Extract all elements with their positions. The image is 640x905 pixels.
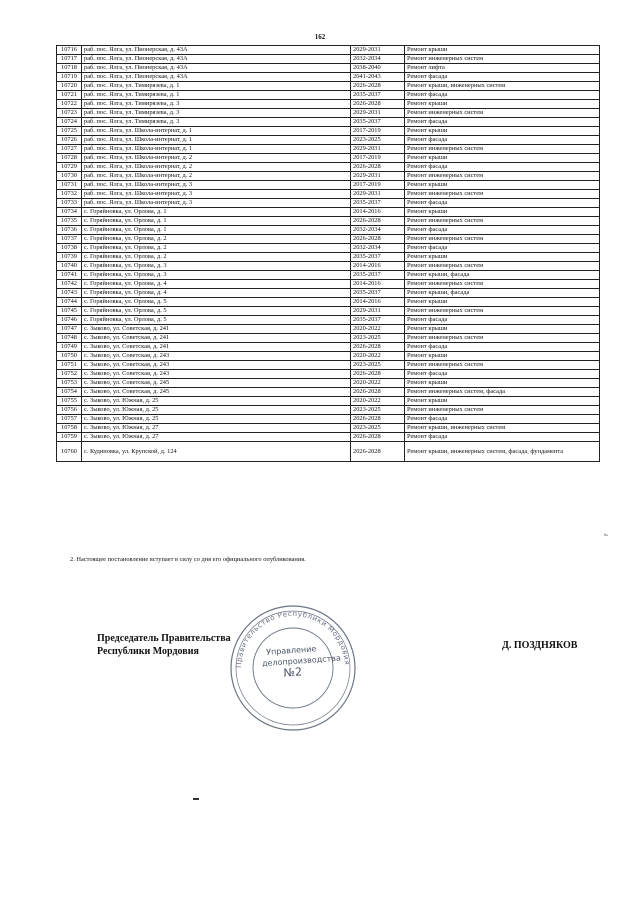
cell-work-type: Ремонт фасада bbox=[405, 316, 600, 325]
cell-period: 2032-2034 bbox=[351, 55, 405, 64]
cell-address: раб. пос. Ялга, ул. Тимирязева, д. 3 bbox=[82, 100, 351, 109]
cell-address: с. Горяйновка, ул. Орлова, д. 2 bbox=[82, 235, 351, 244]
cell-period: 2026-2028 bbox=[351, 163, 405, 172]
repair-schedule-table bbox=[56, 45, 600, 462]
table-row bbox=[57, 64, 600, 73]
cell-work-type: Ремонт крыши bbox=[405, 352, 600, 361]
cell-work-type: Ремонт фасада bbox=[405, 163, 600, 172]
cell-period: 2026-2028 bbox=[351, 433, 405, 442]
cell-period: 2029-2031 bbox=[351, 46, 405, 55]
table-row bbox=[57, 199, 600, 208]
cell-period: 2026-2028 bbox=[351, 388, 405, 397]
table-row bbox=[57, 46, 600, 55]
cell-period: 2014-2016 bbox=[351, 298, 405, 307]
cell-address: с. Горяйновка, ул. Орлова, д. 3 bbox=[82, 262, 351, 271]
cell-row-number: 10740 bbox=[57, 262, 82, 271]
cell-address: с. Зыково, ул. Южная, д. 27 bbox=[82, 424, 351, 433]
cell-row-number: 10735 bbox=[57, 217, 82, 226]
cell-period: 2032-2034 bbox=[351, 226, 405, 235]
cell-period: 2020-2022 bbox=[351, 397, 405, 406]
cell-work-type: Ремонт фасада bbox=[405, 226, 600, 235]
cell-work-type: Ремонт крыши bbox=[405, 397, 600, 406]
cell-period: 2029-2031 bbox=[351, 190, 405, 199]
table-row bbox=[57, 145, 600, 154]
cell-address: с. Зыково, ул. Советская, д. 243 bbox=[82, 361, 351, 370]
cell-work-type: Ремонт крыши bbox=[405, 325, 600, 334]
table-row bbox=[57, 154, 600, 163]
cell-row-number: 10721 bbox=[57, 91, 82, 100]
table-row bbox=[57, 388, 600, 397]
table-row bbox=[57, 271, 600, 280]
cell-row-number: 10728 bbox=[57, 154, 82, 163]
seal-outer-text: Правительство Республики Мордовия bbox=[234, 609, 351, 669]
cell-work-type: Ремонт фасада bbox=[405, 136, 600, 145]
table-row bbox=[57, 325, 600, 334]
cell-row-number: 10736 bbox=[57, 226, 82, 235]
cell-work-type: Ремонт фасада bbox=[405, 199, 600, 208]
cell-period: 2023-2025 bbox=[351, 136, 405, 145]
cell-work-type: Ремонт инженерных систем bbox=[405, 172, 600, 181]
table-row bbox=[57, 280, 600, 289]
cell-address: раб. пос. Ялга, ул. Тимирязева, д. 1 bbox=[82, 91, 351, 100]
cell-period: 2014-2016 bbox=[351, 280, 405, 289]
cell-row-number: 10733 bbox=[57, 199, 82, 208]
table-row bbox=[57, 361, 600, 370]
cell-address: раб. пос. Ялга, ул. Школа-интернат, д. 1 bbox=[82, 145, 351, 154]
cell-period: 2035-2037 bbox=[351, 289, 405, 298]
cell-period: 2026-2028 bbox=[351, 217, 405, 226]
cell-row-number: 10741 bbox=[57, 271, 82, 280]
signatory-name: Д. ПОЗДНЯКОВ bbox=[502, 640, 578, 651]
cell-address: с. Зыково, ул. Южная, д. 25 bbox=[82, 406, 351, 415]
cell-period: 2035-2037 bbox=[351, 199, 405, 208]
cell-work-type: Ремонт инженерных систем bbox=[405, 334, 600, 343]
cell-work-type: Ремонт фасада bbox=[405, 343, 600, 352]
stray-mark bbox=[193, 798, 199, 800]
cell-period: 2041-2043 bbox=[351, 73, 405, 82]
cell-work-type: Ремонт инженерных систем bbox=[405, 262, 600, 271]
cell-row-number: 10722 bbox=[57, 100, 82, 109]
cell-address: с. Зыково, ул. Южная, д. 27 bbox=[82, 433, 351, 442]
position-line-1: Председатель Правительства bbox=[97, 633, 231, 644]
table-row bbox=[57, 406, 600, 415]
cell-work-type: Ремонт инженерных систем, фасада bbox=[405, 388, 600, 397]
cell-period: 2029-2031 bbox=[351, 145, 405, 154]
cell-work-type: Ремонт крыши, инженерных систем bbox=[405, 82, 600, 91]
position-line-2: Республики Мордовия bbox=[97, 646, 199, 657]
cell-address: раб. пос. Ялга, ул. Пионерская, д. 43А bbox=[82, 55, 351, 64]
seal-line-3: №2 bbox=[283, 665, 303, 680]
cell-address: раб. пос. Ялга, ул. Школа-интернат, д. 2 bbox=[82, 172, 351, 181]
cell-row-number: 10756 bbox=[57, 406, 82, 415]
cell-address: с. Горяйновка, ул. Орлова, д. 5 bbox=[82, 307, 351, 316]
table-row bbox=[57, 100, 600, 109]
cell-period: 2035-2037 bbox=[351, 118, 405, 127]
table-row bbox=[57, 424, 600, 433]
seal-inner-text bbox=[261, 643, 342, 680]
cell-address: раб. пос. Ялга, ул. Школа-интернат, д. 3 bbox=[82, 199, 351, 208]
table-row bbox=[57, 109, 600, 118]
cell-period: 2020-2022 bbox=[351, 325, 405, 334]
cell-address: с. Зыково, ул. Советская, д. 241 bbox=[82, 343, 351, 352]
table-row bbox=[57, 82, 600, 91]
table-row bbox=[57, 307, 600, 316]
cell-row-number: 10743 bbox=[57, 289, 82, 298]
table-row bbox=[57, 253, 600, 262]
cell-row-number: 10758 bbox=[57, 424, 82, 433]
cell-row-number: 10725 bbox=[57, 127, 82, 136]
cell-row-number: 10757 bbox=[57, 415, 82, 424]
table-row bbox=[57, 136, 600, 145]
table-row bbox=[57, 262, 600, 271]
cell-work-type: Ремонт инженерных систем bbox=[405, 55, 600, 64]
cell-row-number: 10746 bbox=[57, 316, 82, 325]
cell-row-number: 10759 bbox=[57, 433, 82, 442]
cell-address: с. Зыково, ул. Советская, д. 245 bbox=[82, 379, 351, 388]
cell-row-number: 10760 bbox=[57, 442, 82, 462]
cell-row-number: 10753 bbox=[57, 379, 82, 388]
cell-period: 2026-2028 bbox=[351, 370, 405, 379]
cell-work-type: Ремонт крыши bbox=[405, 253, 600, 262]
table-row bbox=[57, 163, 600, 172]
cell-address: раб. пос. Ялга, ул. Тимирязева, д. 3 bbox=[82, 118, 351, 127]
cell-period: 2014-2016 bbox=[351, 262, 405, 271]
cell-period: 2026-2028 bbox=[351, 82, 405, 91]
table-row bbox=[57, 181, 600, 190]
cell-address: с. Горяйновка, ул. Орлова, д. 1 bbox=[82, 217, 351, 226]
cell-work-type: Ремонт крыши bbox=[405, 298, 600, 307]
cell-work-type: Ремонт инженерных систем bbox=[405, 406, 600, 415]
cell-work-type: Ремонт крыши, инженерных систем bbox=[405, 424, 600, 433]
cell-period: 2026-2028 bbox=[351, 343, 405, 352]
cell-address: раб. пос. Ялга, ул. Школа-интернат, д. 1 bbox=[82, 136, 351, 145]
cell-row-number: 10731 bbox=[57, 181, 82, 190]
cell-address: раб. пос. Ялга, ул. Школа-интернат, д. 3 bbox=[82, 181, 351, 190]
cell-row-number: 10732 bbox=[57, 190, 82, 199]
cell-address: с. Зыково, ул. Советская, д. 241 bbox=[82, 325, 351, 334]
cell-row-number: 10752 bbox=[57, 370, 82, 379]
cell-work-type: Ремонт крыши, инженерных систем, фасада, фундамента bbox=[405, 442, 600, 462]
cell-period: 2023-2025 bbox=[351, 361, 405, 370]
cell-row-number: 10718 bbox=[57, 64, 82, 73]
table-row bbox=[57, 172, 600, 181]
cell-address: раб. пос. Ялга, ул. Пионерская, д. 43А bbox=[82, 64, 351, 73]
cell-period: 2026-2028 bbox=[351, 100, 405, 109]
cell-work-type: Ремонт фасада bbox=[405, 415, 600, 424]
cell-address: с. Горяйновка, ул. Орлова, д. 1 bbox=[82, 226, 351, 235]
table-row bbox=[57, 343, 600, 352]
cell-work-type: Ремонт инженерных систем bbox=[405, 280, 600, 289]
cell-work-type: Ремонт фасада bbox=[405, 244, 600, 253]
closing-quote-mark: ». bbox=[604, 532, 609, 538]
table-row bbox=[57, 370, 600, 379]
cell-work-type: Ремонт инженерных систем bbox=[405, 307, 600, 316]
cell-row-number: 10748 bbox=[57, 334, 82, 343]
cell-period: 2035-2037 bbox=[351, 91, 405, 100]
table-row bbox=[57, 442, 600, 462]
cell-work-type: Ремонт крыши bbox=[405, 154, 600, 163]
table-row bbox=[57, 352, 600, 361]
table-row bbox=[57, 226, 600, 235]
table-row bbox=[57, 73, 600, 82]
cell-address: с. Кудиновка, ул. Крупской, д. 124 bbox=[82, 442, 351, 462]
table-row bbox=[57, 235, 600, 244]
cell-row-number: 10729 bbox=[57, 163, 82, 172]
cell-row-number: 10720 bbox=[57, 82, 82, 91]
cell-address: с. Зыково, ул. Южная, д. 25 bbox=[82, 397, 351, 406]
cell-work-type: Ремонт лифта bbox=[405, 64, 600, 73]
cell-period: 2032-2034 bbox=[351, 244, 405, 253]
effective-date-note: 2. Настоящее постановление вступает в силу со дня его официального опубликования. bbox=[70, 556, 306, 563]
cell-period: 2017-2019 bbox=[351, 154, 405, 163]
cell-address: раб. пос. Ялга, ул. Пионерская, д. 43А bbox=[82, 73, 351, 82]
table-row bbox=[57, 118, 600, 127]
cell-address: с. Горяйновка, ул. Орлова, д. 2 bbox=[82, 253, 351, 262]
cell-row-number: 10716 bbox=[57, 46, 82, 55]
cell-work-type: Ремонт фасада bbox=[405, 91, 600, 100]
cell-work-type: Ремонт инженерных систем bbox=[405, 145, 600, 154]
cell-address: с. Горяйновка, ул. Орлова, д. 4 bbox=[82, 289, 351, 298]
cell-row-number: 10723 bbox=[57, 109, 82, 118]
cell-address: с. Горяйновка, ул. Орлова, д. 4 bbox=[82, 280, 351, 289]
cell-address: с. Зыково, ул. Советская, д. 243 bbox=[82, 352, 351, 361]
signatory-position bbox=[97, 632, 231, 658]
page-number: 162 bbox=[314, 33, 326, 41]
table-row bbox=[57, 217, 600, 226]
cell-work-type: Ремонт инженерных систем bbox=[405, 361, 600, 370]
cell-address: с. Горяйновка, ул. Орлова, д. 5 bbox=[82, 316, 351, 325]
cell-period: 2029-2031 bbox=[351, 172, 405, 181]
cell-work-type: Ремонт фасада bbox=[405, 370, 600, 379]
cell-period: 2026-2028 bbox=[351, 235, 405, 244]
cell-row-number: 10726 bbox=[57, 136, 82, 145]
cell-period: 2026-2028 bbox=[351, 415, 405, 424]
cell-work-type: Ремонт фасада bbox=[405, 433, 600, 442]
cell-period: 2017-2019 bbox=[351, 181, 405, 190]
cell-row-number: 10737 bbox=[57, 235, 82, 244]
cell-row-number: 10739 bbox=[57, 253, 82, 262]
cell-period: 2035-2037 bbox=[351, 316, 405, 325]
cell-period: 2020-2022 bbox=[351, 352, 405, 361]
cell-row-number: 10717 bbox=[57, 55, 82, 64]
cell-row-number: 10719 bbox=[57, 73, 82, 82]
table-row bbox=[57, 55, 600, 64]
cell-row-number: 10727 bbox=[57, 145, 82, 154]
cell-period: 2023-2025 bbox=[351, 334, 405, 343]
table-body bbox=[57, 46, 600, 462]
cell-work-type: Ремонт крыши bbox=[405, 181, 600, 190]
cell-period: 2017-2019 bbox=[351, 127, 405, 136]
cell-address: с. Горяйновка, ул. Орлова, д. 1 bbox=[82, 208, 351, 217]
cell-address: раб. пос. Ялга, ул. Тимирязева, д. 3 bbox=[82, 109, 351, 118]
table-row bbox=[57, 190, 600, 199]
table-row bbox=[57, 397, 600, 406]
table-row bbox=[57, 208, 600, 217]
seal-line-1: Управление bbox=[265, 644, 317, 657]
cell-row-number: 10738 bbox=[57, 244, 82, 253]
cell-work-type: Ремонт фасада bbox=[405, 73, 600, 82]
cell-period: 2035-2037 bbox=[351, 253, 405, 262]
cell-row-number: 10745 bbox=[57, 307, 82, 316]
cell-address: с. Зыково, ул. Южная, д. 25 bbox=[82, 415, 351, 424]
table-row bbox=[57, 433, 600, 442]
table-row bbox=[57, 127, 600, 136]
table-row bbox=[57, 379, 600, 388]
cell-work-type: Ремонт крыши bbox=[405, 208, 600, 217]
cell-period: 2029-2031 bbox=[351, 307, 405, 316]
cell-row-number: 10749 bbox=[57, 343, 82, 352]
cell-work-type: Ремонт крыши, фасада bbox=[405, 271, 600, 280]
cell-period: 2020-2022 bbox=[351, 379, 405, 388]
cell-row-number: 10747 bbox=[57, 325, 82, 334]
seal-line-2: делопроизводства bbox=[261, 653, 342, 669]
cell-work-type: Ремонт инженерных систем bbox=[405, 217, 600, 226]
cell-address: раб. пос. Ялга, ул. Школа-интернат, д. 1 bbox=[82, 127, 351, 136]
cell-row-number: 10744 bbox=[57, 298, 82, 307]
cell-address: раб. пос. Ялга, ул. Школа-интернат, д. 2 bbox=[82, 154, 351, 163]
cell-work-type: Ремонт крыши bbox=[405, 100, 600, 109]
cell-address: с. Горяйновка, ул. Орлова, д. 5 bbox=[82, 298, 351, 307]
table-row bbox=[57, 244, 600, 253]
cell-address: с. Зыково, ул. Советская, д. 241 bbox=[82, 334, 351, 343]
cell-period: 2035-2037 bbox=[351, 271, 405, 280]
cell-period: 2023-2025 bbox=[351, 406, 405, 415]
table-row bbox=[57, 298, 600, 307]
cell-work-type: Ремонт крыши bbox=[405, 127, 600, 136]
cell-address: с. Зыково, ул. Советская, д. 243 bbox=[82, 370, 351, 379]
cell-address: раб. пос. Ялга, ул. Школа-интернат, д. 3 bbox=[82, 190, 351, 199]
cell-period: 2014-2016 bbox=[351, 208, 405, 217]
cell-address: с. Горяйновка, ул. Орлова, д. 3 bbox=[82, 271, 351, 280]
cell-period: 2023-2025 bbox=[351, 424, 405, 433]
cell-address: раб. пос. Ялга, ул. Школа-интернат, д. 2 bbox=[82, 163, 351, 172]
cell-work-type: Ремонт крыши bbox=[405, 46, 600, 55]
cell-work-type: Ремонт фасада bbox=[405, 118, 600, 127]
cell-work-type: Ремонт инженерных систем bbox=[405, 109, 600, 118]
cell-address: раб. пос. Ялга, ул. Тимирязева, д. 1 bbox=[82, 82, 351, 91]
cell-work-type: Ремонт инженерных систем bbox=[405, 235, 600, 244]
cell-row-number: 10755 bbox=[57, 397, 82, 406]
table-row bbox=[57, 334, 600, 343]
cell-row-number: 10724 bbox=[57, 118, 82, 127]
cell-row-number: 10750 bbox=[57, 352, 82, 361]
table-row bbox=[57, 91, 600, 100]
table-row bbox=[57, 289, 600, 298]
cell-row-number: 10751 bbox=[57, 361, 82, 370]
table-row bbox=[57, 316, 600, 325]
cell-period: 2026-2028 bbox=[351, 442, 405, 462]
cell-address: раб. пос. Ялга, ул. Пионерская, д. 43А bbox=[82, 46, 351, 55]
cell-work-type: Ремонт крыши, фасада bbox=[405, 289, 600, 298]
cell-address: с. Зыково, ул. Советская, д. 245 bbox=[82, 388, 351, 397]
cell-row-number: 10730 bbox=[57, 172, 82, 181]
cell-period: 2038-2040 bbox=[351, 64, 405, 73]
cell-work-type: Ремонт инженерных систем bbox=[405, 190, 600, 199]
cell-row-number: 10742 bbox=[57, 280, 82, 289]
cell-period: 2029-2031 bbox=[351, 109, 405, 118]
cell-row-number: 10734 bbox=[57, 208, 82, 217]
cell-work-type: Ремонт крыши bbox=[405, 379, 600, 388]
cell-row-number: 10754 bbox=[57, 388, 82, 397]
table-row bbox=[57, 415, 600, 424]
cell-address: с. Горяйновка, ул. Орлова, д. 2 bbox=[82, 244, 351, 253]
